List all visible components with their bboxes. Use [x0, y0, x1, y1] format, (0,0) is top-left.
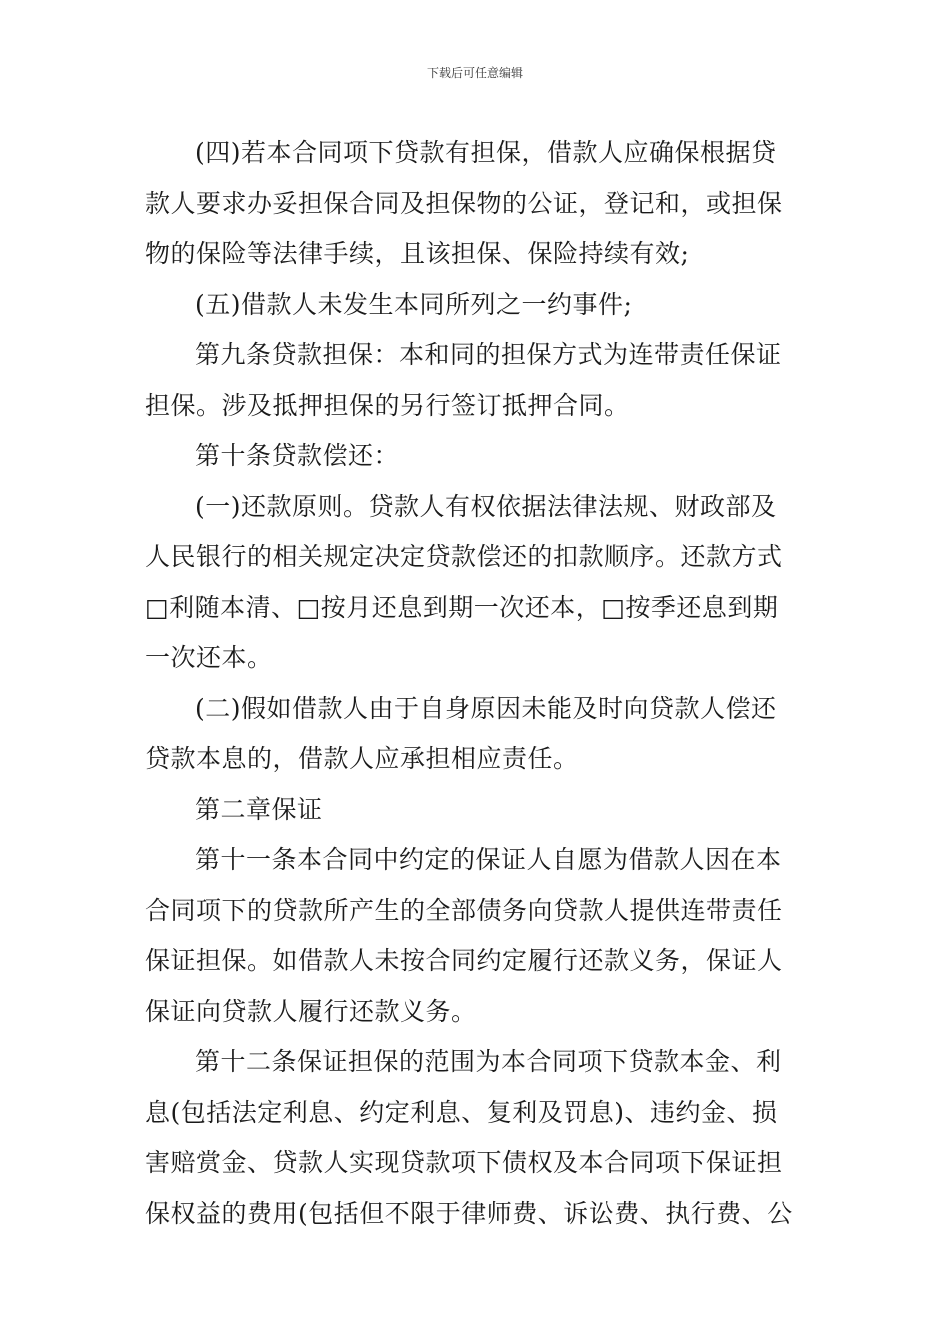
paragraph-line: 保证担保。如借款人未按合同约定履行还款义务，保证人	[145, 946, 783, 975]
paragraph-4	[145, 128, 807, 280]
page-header-note: 下载后可任意编辑	[426, 66, 523, 80]
paragraph-line: 担保。涉及抵押担保的另行签订抵押合同。	[145, 390, 630, 420]
paragraph-line: 第二章保证	[195, 794, 323, 824]
chapter-2-heading	[145, 785, 807, 836]
paragraph-line: 保证向贷款人履行还款义务。	[145, 996, 477, 1026]
paragraph-line: 人民银行的相关规定决定贷款偿还的扣款顺序。还款方式	[145, 542, 783, 571]
article-10-item-2	[145, 684, 807, 785]
paragraph-line: 贷款本息的，借款人应承担相应责任。	[145, 744, 579, 773]
paragraph-line: 物的保险等法律手续，且该担保、保险持续有效;	[145, 239, 690, 268]
document-body	[145, 128, 807, 1239]
paragraph-line: (五)借款人未发生本同所列之一约事件;	[195, 289, 633, 319]
paragraph-line: 第十一条本合同中约定的保证人自愿为借款人因在本	[195, 845, 782, 874]
article-11	[145, 835, 807, 1037]
paragraph-line: 合同项下的贷款所产生的全部债务向贷款人提供连带责任	[145, 895, 783, 925]
article-9	[145, 330, 807, 431]
paragraph-line: (二)假如借款人由于自身原因未能及时向贷款人偿还	[195, 693, 777, 723]
article-10-heading	[145, 431, 807, 482]
paragraph-line: 害赔赏金、贷款人实现贷款项下债权及本合同项下保证担	[145, 1148, 783, 1177]
paragraph-line: (一)还款原则。贷款人有权依据法律法规、财政部及	[195, 491, 777, 521]
paragraph-line: 一次还本。	[145, 643, 273, 672]
article-10-item-1	[145, 482, 807, 684]
paragraph-5	[145, 280, 807, 331]
paragraph-line: 第十二条保证担保的范围为本合同项下贷款本金、利	[195, 1047, 782, 1076]
paragraph-line: 保权益的费用(包括但不限于律师费、诉讼费、执行费、公	[145, 1198, 793, 1228]
paragraph-line: 第十条贷款偿还：	[195, 441, 400, 470]
paragraph-line: 款人要求办妥担保合同及担保物的公证，登记和，或担保	[145, 188, 783, 218]
paragraph-line: □利随本清、□按月还息到期一次还本，□按季还息到期	[145, 592, 779, 622]
paragraph-line: 息(包括法定利息、约定利息、复利及罚息)、违约金、损	[145, 1097, 778, 1127]
article-12	[145, 1037, 807, 1239]
paragraph-line: 第九条贷款担保：本和同的担保方式为连带责任保证	[195, 340, 782, 369]
paragraph-line: (四)若本合同项下贷款有担保，借款人应确保根据贷	[195, 138, 777, 167]
